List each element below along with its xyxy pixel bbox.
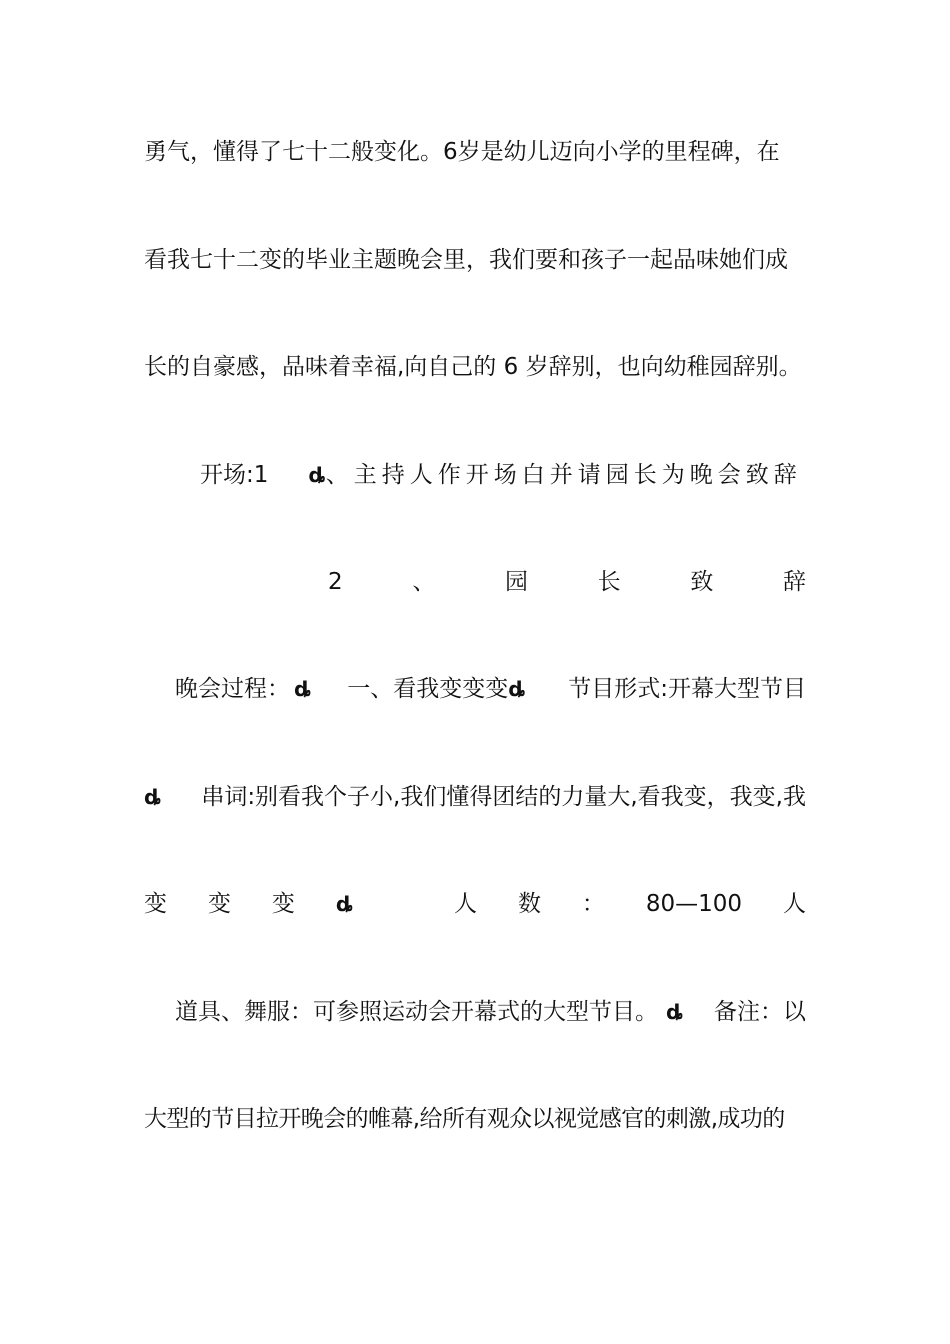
text-line-4 <box>200 455 806 495</box>
bullet-mark: ȡ <box>294 677 312 701</box>
text-line-8 <box>144 884 806 924</box>
bullet-mark: ȡ <box>508 677 526 701</box>
program-title: 一、看我变变变 <box>347 676 509 702</box>
text-line-10: 大型的节目拉开晚会的帷幕,给所有观众以视觉感官的刺激,成功的 <box>144 1106 785 1132</box>
word: 致 <box>690 569 714 595</box>
text-line-2: 看我七十二变的毕业主题晚会里，我们要和孩子一起品味她们成 <box>144 247 788 273</box>
props-text: 道具、舞服：可参照运动会开幕式的大型节目。 <box>175 999 658 1025</box>
opening-text: 、主持人作开场白并请园长为晚会致辞 <box>325 462 802 488</box>
word: 园 <box>504 569 528 595</box>
word: 变 <box>144 891 167 917</box>
word: 数 <box>517 891 541 917</box>
text-line-1: 勇气，懂得了七十二般变化。6岁是幼儿迈向小学的里程碑，在 <box>144 139 780 165</box>
word: 变 <box>207 891 231 917</box>
text-line-6 <box>175 669 806 709</box>
word: 、 <box>412 569 436 595</box>
word: ： <box>581 891 605 917</box>
bullet-mark: ȡ <box>335 892 354 916</box>
remark-label: 备注：以 <box>714 999 806 1025</box>
program-form: 节目形式:开幕大型节目 <box>568 676 806 702</box>
word: 人 <box>454 891 478 917</box>
word: 辞 <box>783 569 806 595</box>
bullet-mark: ȡ <box>666 1000 684 1024</box>
process-label: 晚会过程： <box>175 676 290 702</box>
word: 2 <box>328 569 343 595</box>
script-text: 串词:别看我个子小,我们懂得团结的力量大,看我变，我变,我 <box>201 784 806 810</box>
text-line-3: 长的自豪感，品味着幸福,向自己的 6 岁辞别，也向幼稚园辞别。 <box>144 354 802 380</box>
word: 人 <box>782 891 806 917</box>
opening-label: 开场:1 <box>200 462 269 488</box>
text-line-9 <box>175 992 806 1032</box>
bullet-mark: ȡ <box>308 463 326 487</box>
word: 变 <box>271 891 295 917</box>
word: 80—100 <box>645 891 743 917</box>
text-line-7 <box>144 777 806 817</box>
bullet-mark: ȡ <box>144 785 162 809</box>
text-line-5 <box>328 562 806 602</box>
word: 长 <box>597 569 621 595</box>
